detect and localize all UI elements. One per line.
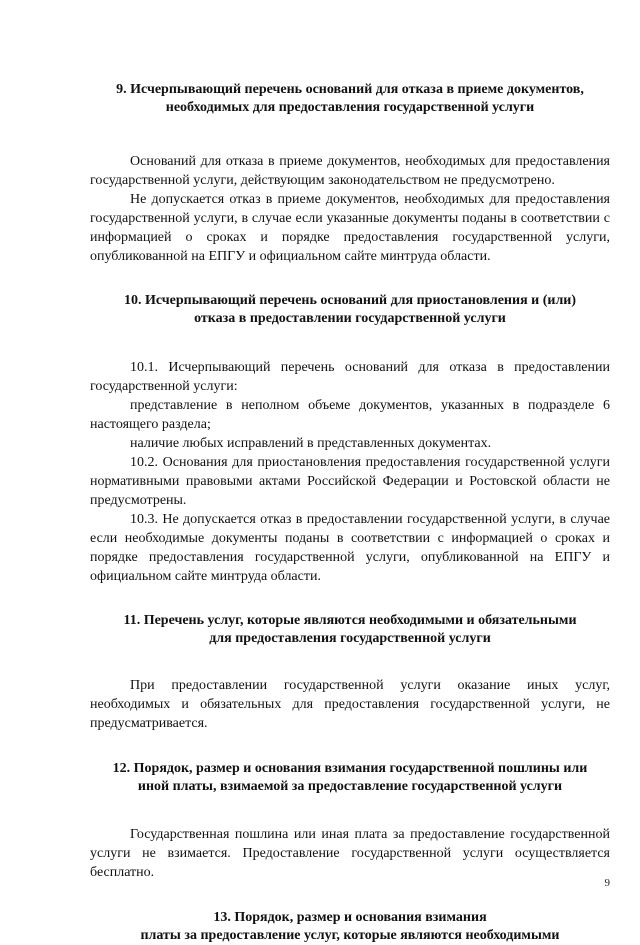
heading-line: необходимых для предоставления государственной услуги <box>165 100 535 115</box>
paragraph: 10.1. Исчерпывающий перечень оснований для отказа в предоставлении государственной услуги: <box>90 360 610 394</box>
page-number: 9 <box>604 877 610 889</box>
paragraph: представление в неполном объеме документов, указанных в подразделе 6 настоящего раздела; <box>90 398 610 432</box>
section-body <box>90 825 610 882</box>
section-body <box>90 676 610 733</box>
heading-line: отказа в предоставлении государственной услуги <box>194 311 506 326</box>
section-s9 <box>90 81 610 266</box>
section-heading <box>90 760 610 796</box>
heading-line: 13. Порядок, размер и основания взимания <box>213 910 487 925</box>
heading-line: 12. Порядок, размер и основания взимания государственной пошлины или <box>112 761 588 776</box>
section-heading <box>90 612 610 648</box>
paragraph: Государственная пошлина или иная плата за предоставление государственной услуги не взимается. Предоставление государственной услуги осуществляется бесплатно. <box>90 827 610 880</box>
heading-line: иной платы, взимаемой за предоставление государственной услуги <box>137 779 563 794</box>
paragraph: Не допускается отказ в приеме документов, необходимых для предоставления государственной услуги, в случае если указанные документы поданы в соответствии с информацией о сроках и порядке предоставления государственной услуги, опубликованной на ЕПГУ и официальном сайте минтруда области. <box>90 192 610 264</box>
section-heading <box>90 292 610 328</box>
section-body <box>90 358 610 586</box>
heading-line: 9. Исчерпывающий перечень оснований для отказа в приеме документов, <box>116 82 584 97</box>
heading-line: 11. Перечень услуг, которые являются необходимыми и обязательными <box>123 613 577 628</box>
section-heading <box>90 81 610 117</box>
paragraph: Оснований для отказа в приеме документов, необходимых для предоставления государственной услуги, действующим законодательством не предусмотрено. <box>90 154 610 188</box>
heading-line: 10. Исчерпывающий перечень оснований для приостановления и (или) <box>123 293 577 308</box>
section-body <box>90 152 610 266</box>
section-s13 <box>90 909 610 945</box>
section-s11 <box>90 612 610 733</box>
paragraph: При предоставлении государственной услуги оказание иных услуг, необходимых и обязательных для предоставления государственной услуги, не предусматривается. <box>90 678 610 731</box>
paragraph: 10.2. Основания для приостановления предоставления государственной услуги нормативными правовыми актами Российской Федерации и Ростовской области не предусмотрены. <box>90 455 610 508</box>
section-heading <box>90 909 610 945</box>
section-s10 <box>90 292 610 586</box>
paragraph: наличие любых исправлений в представленных документах. <box>130 436 492 451</box>
section-s12 <box>90 760 610 882</box>
document-content <box>90 81 610 945</box>
heading-line: платы за предоставление услуг, которые являются необходимыми <box>140 928 560 943</box>
paragraph: 10.3. Не допускается отказ в предоставлении государственной услуги, в случае если необходимые документы поданы в соответствии с информацией о сроках и порядке предоставления государственной услуги, опубликованной на ЕПГУ и официальном сайте минтруда области. <box>90 512 610 584</box>
heading-line: для предоставления государственной услуги <box>209 631 491 646</box>
